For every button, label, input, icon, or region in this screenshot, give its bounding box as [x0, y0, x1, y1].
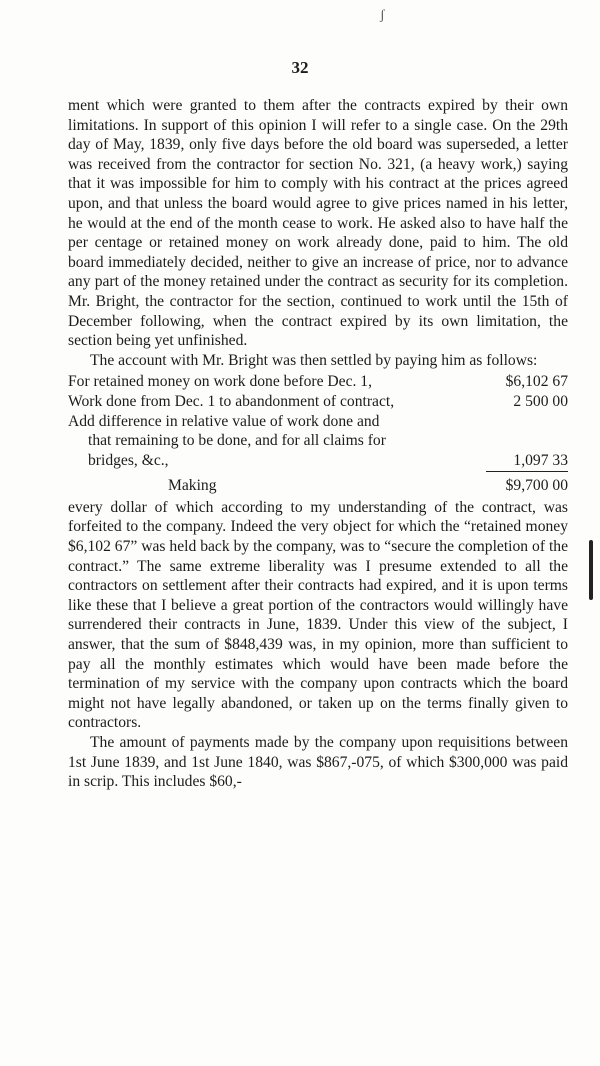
margin-ink-mark [589, 540, 593, 600]
page-body [68, 96, 568, 792]
account-ledger [68, 372, 568, 496]
ledger-amount: 1,097 33 [513, 451, 568, 469]
ledger-description: For retained money on work done before Dec. 1, [68, 373, 372, 391]
paragraph-3: every dollar of which according to my understanding of the contract, was forfeited to the company. Indeed the very object for which the “retained money $6,102 67” was held back by the company, was to “secure the completion of the contract.” The same extreme liberality was I presume extended to all the contractors on settlement after their contracts had expired, and it is upon terms like these that I believe a great portion of the contractors would willingly have surrendered their contracts in June, 1839. Under this view of the subject, I answer, that the sum of $848,439 was, in my opinion, more than sufficient to pay all the monthly estimates which would have been made before the termination of my service with the company upon contracts which the board might not have legally abandoned, or taken up on the terms finally given to contractors. [68, 498, 568, 732]
ledger-row [68, 372, 568, 392]
ledger-description: Add difference in relative value of work done and [68, 412, 380, 430]
ledger-amount: 2 500 00 [513, 392, 568, 410]
sum-rule [68, 470, 568, 474]
paragraph-1: ment which were granted to them after the contracts expired by their own limitations. In support of this opinion I will refer to a single case. On the 29th day of May, 1839, only five days before the old board was superseded, a letter was received from the contractor for section No. 321, (a heavy work,) saying that it was impossible for him to comply with his contract at the prices agreed upon, and that unless the board would agree to give prices named in his letter, he would at the end of the month cease to work. He asked also to have half the per centage or retained money on work already done, paid to him. The old board immediately decided, neither to give an increase of price, nor to advance any part of the money retained under the contract as security for its completion. Mr. Bright, the contractor for the section, continued to work until the 15th of December following, when the contract expired by its own limitation, the section being yet unfinished. [68, 97, 568, 350]
ledger-total-label: Making [168, 477, 217, 495]
ledger-total-row [68, 476, 568, 496]
paragraph-2: The account with Mr. Bright was then settled by paying him as follows: [90, 351, 538, 369]
ledger-description: Work done from Dec. 1 to abandonment of contract, [68, 392, 395, 410]
ledger-amount: $6,102 67 [505, 373, 568, 391]
ledger-row [68, 431, 568, 451]
ledger-total-amount: $9,700 00 [505, 477, 568, 495]
corner-pencil-mark: ʃ [380, 8, 385, 23]
ledger-description: that remaining to be done, and for all claims for [88, 432, 386, 450]
ledger-row [68, 412, 568, 432]
paragraph-4: The amount of payments made by the company upon requisitions between 1st June 1839, and 1st June 1840, was $867,-075, of which $300,000 was paid in scrip. This includes $60,- [68, 734, 568, 791]
ledger-description: bridges, &c., [88, 451, 169, 469]
ledger-row [68, 392, 568, 412]
page-number: 32 [291, 58, 309, 77]
ledger-row [68, 451, 568, 471]
